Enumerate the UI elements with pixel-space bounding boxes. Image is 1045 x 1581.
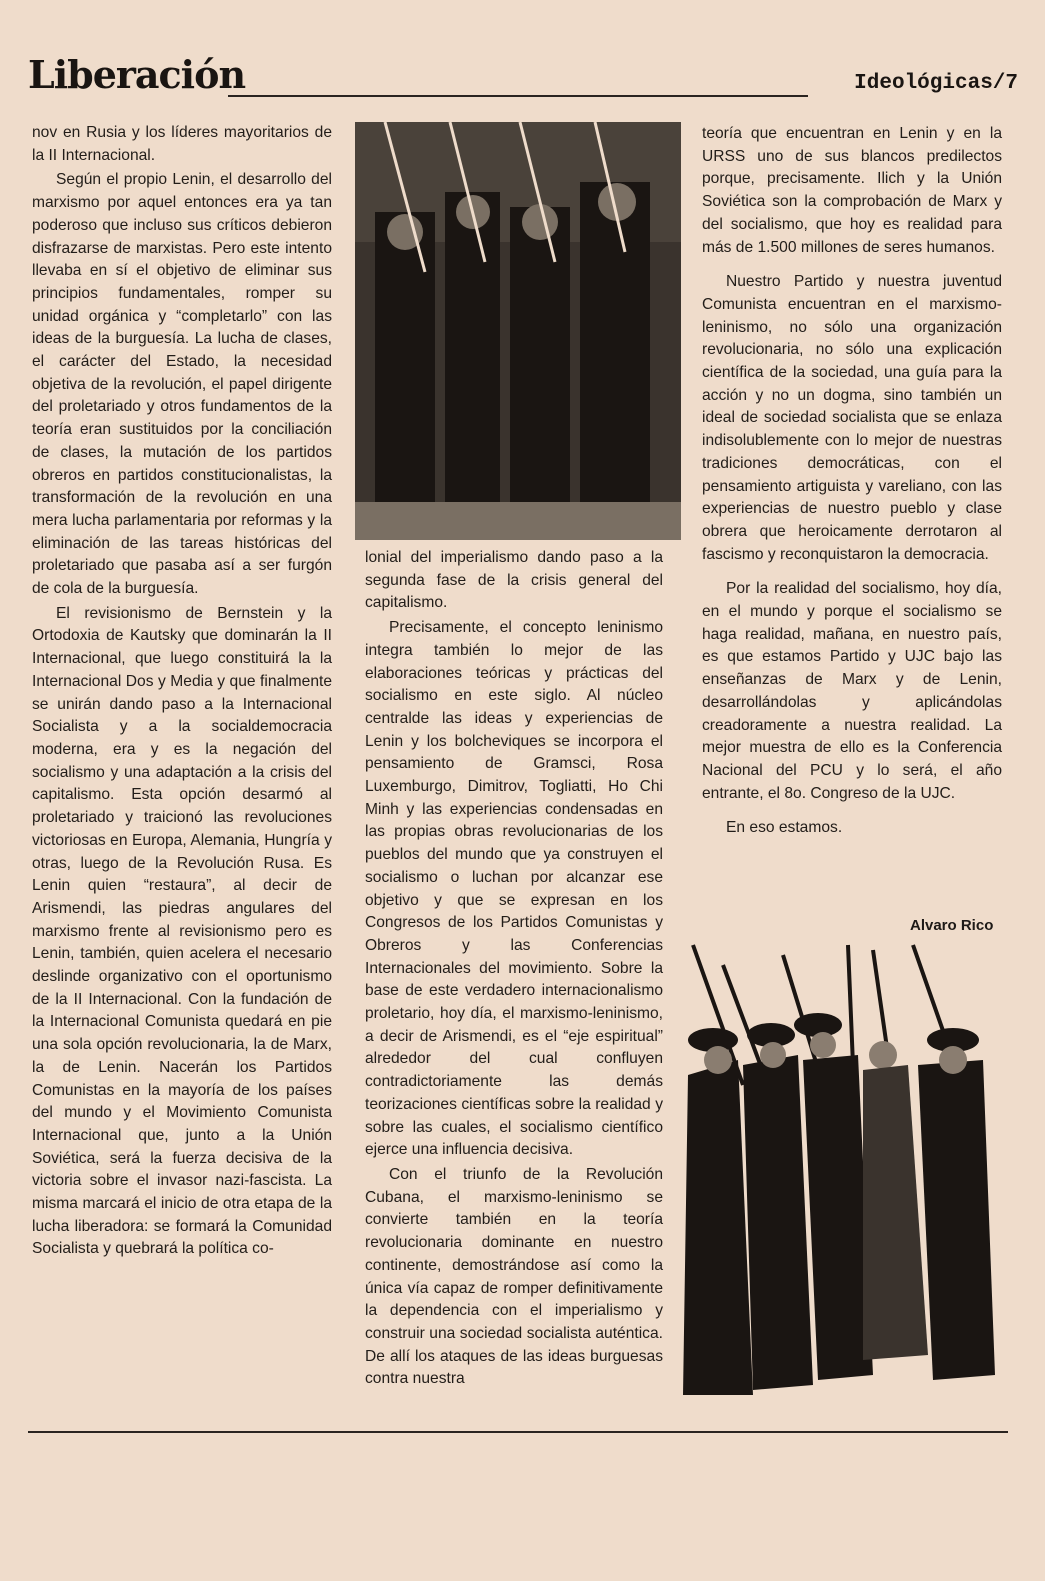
paragraph: Según el propio Lenin, el desarrollo del marxismo por aquel entonces era ya tan poderoso que incluso sus críticos debieron disfrazarse de marxistas. Pero este intento llevaba en sí el objetivo de eliminar sus principios fundamentales, romper su unidad orgánica y “completarlo” con las ideas de la burguesía. La lucha de clases, el carácter del Estado, la necesidad objetiva de la revolución, el papel dirigente del proletariado y otros fundamentos de la teoría eran sustituidos por la conciliación de clases, la mutación de los partidos obreros en partidos constitucionalistas, la transformación de la revolución en una mera lucha parlamentaria por reformas y la eliminación de las tareas históricas del proletariado que pasaba así a ser furgón de cola de la burguesía. [32,171,332,598]
paragraph: Por la realidad del socialismo, hoy día, en el mundo y porque el socialismo se haga realidad, mañana, en nuestro país, es que estamos Partido y UJC bajo las enseñanzas de Marx y de Lenin, desarrollándolas y aplicándolas creadoramente a nuestra realidad. La mejor muestra de ello es la Conferencia Nacional del PCU y lo será, el año entrante, el 8o. Congreso de la UJC. [702,580,1002,802]
article-column-1 [32,122,332,1261]
photo-marching-soldiers [355,122,681,540]
paragraph: En eso estamos. [726,819,843,837]
article-column-3 [702,123,1002,840]
masthead [28,52,1018,104]
author-signature: Alvaro Rico [910,917,994,934]
paragraph: El revisionismo de Bernstein y la Ortodoxia de Kautsky que dominarán la II Internacional, que luego constituirá la la Internacional Dos y Media y que finalmente se unirán dando paso a la Internacional Socialista y a la socialdemocracia moderna, era y es la negación del socialismo y una adaptación a la crisis del capitalismo. Esta opción desarmó al proletariado y traicionó las revoluciones victoriosas en Europa, Alemania, Hungría y otras, luego de la Revolución Rusa. Es Lenin quien “restaura”, al decir de Arismendi, las piedras angulares del marxismo frente al revisionismo pero es Lenin, también, quien acelera el necesario deslinde organizativo con el oportunismo de la II Internacional. Con la fundación de la Internacional Comunista quedará en pie una sola opción revolucionaria, la de Marx, la de Lenin. Nacerán los Partidos Comunistas en la mayoría de los países del mundo y el Movimiento Comunista Internacional que, junto a la Unión Soviética, será la fuerza decisiva de la victoria sobre el invasor nazi-fascista. La misma marcará el inicio de otra etapa de la lucha liberadora: se formará la Comunidad Socialista y quebrará la política co- [32,604,332,1258]
paragraph: nov en Rusia y los líderes mayoritarios de la II Internacional. [32,124,332,164]
paragraph: lonial del imperialismo dando paso a la segunda fase de la crisis general del capitalismo. [365,549,663,612]
footer-rule [28,1431,1008,1433]
paragraph: Con el triunfo de la Revolución Cubana, el marxismo-leninismo se convierte también en la teoría revolucionaria dominante en nuestro continente, demostrándose así como la única vía capaz de romper definitivamente la dependencia con el imperialismo y construir una sociedad socialista auténtica. De allí los ataques de las ideas burguesas contra nuestra [365,1165,663,1388]
paragraph: teoría que encuentran en Lenin y en la URSS uno de sus blancos predilectos porque, precisamente. Ilich y la Unión Soviética son la comprobación de Marx y del socialismo, que hoy es realidad para más de 1.500 millones de seres humanos. [702,125,1002,256]
photo-image [355,122,681,540]
header-rule [228,95,808,97]
photo-women-with-rifles [683,935,1001,1405]
article-column-2 [365,547,663,1391]
photo-image [683,935,1001,1405]
section-page-label: Ideológicas/7 [854,72,1018,95]
paragraph: Nuestro Partido y nuestra juventud Comunista encuentran en el marxismo-leninismo, no sólo una organización revolucionaria, no sólo una explicación científica de la sociedad, una guía para la acción y no un dogma, sino también un ideal de sociedad socialista que se enlaza indisolublemente con lo mejor de nuestras tradiciones democráticas, con el pensamiento artiguista y vareliano, con las experiencias de nuestro pueblo y clase obrera que heroicamente derrotaron al fascismo y reconquistaron la democracia. [702,273,1002,563]
paragraph: Precisamente, el concepto leninismo integra también lo mejor de las elaboraciones teóricas y prácticas del socialismo en este siglo. Al núcleo centralde las ideas y experiencias de Lenin y los bolcheviques se incorpora el pensamiento de Gramsci, Rosa Luxemburgo, Dimitrov, Togliatti, Ho Chi Minh y las experiencias condensadas en las propias obras revolucionarias de los pueblos del mundo que ya construyen el socialismo o luchan por alcanzar ese objetivo y que se expresan en los Congresos de los Partidos Comunistas y Obreros y las Conferencias Internacionales del movimiento. Sobre la base de este verdadero internacionalismo proletario, hoy día, el marxismo-leninismo, a decir de Arismendi, es el “eje espiritual” alrededor del cual confluyen contradictoriamente las demás teorizaciones científicas sobre la realidad y sobre las cuales, el socialismo científico ejerce una influencia decisiva. [365,619,663,1159]
publication-logo: Liberación [28,52,246,97]
